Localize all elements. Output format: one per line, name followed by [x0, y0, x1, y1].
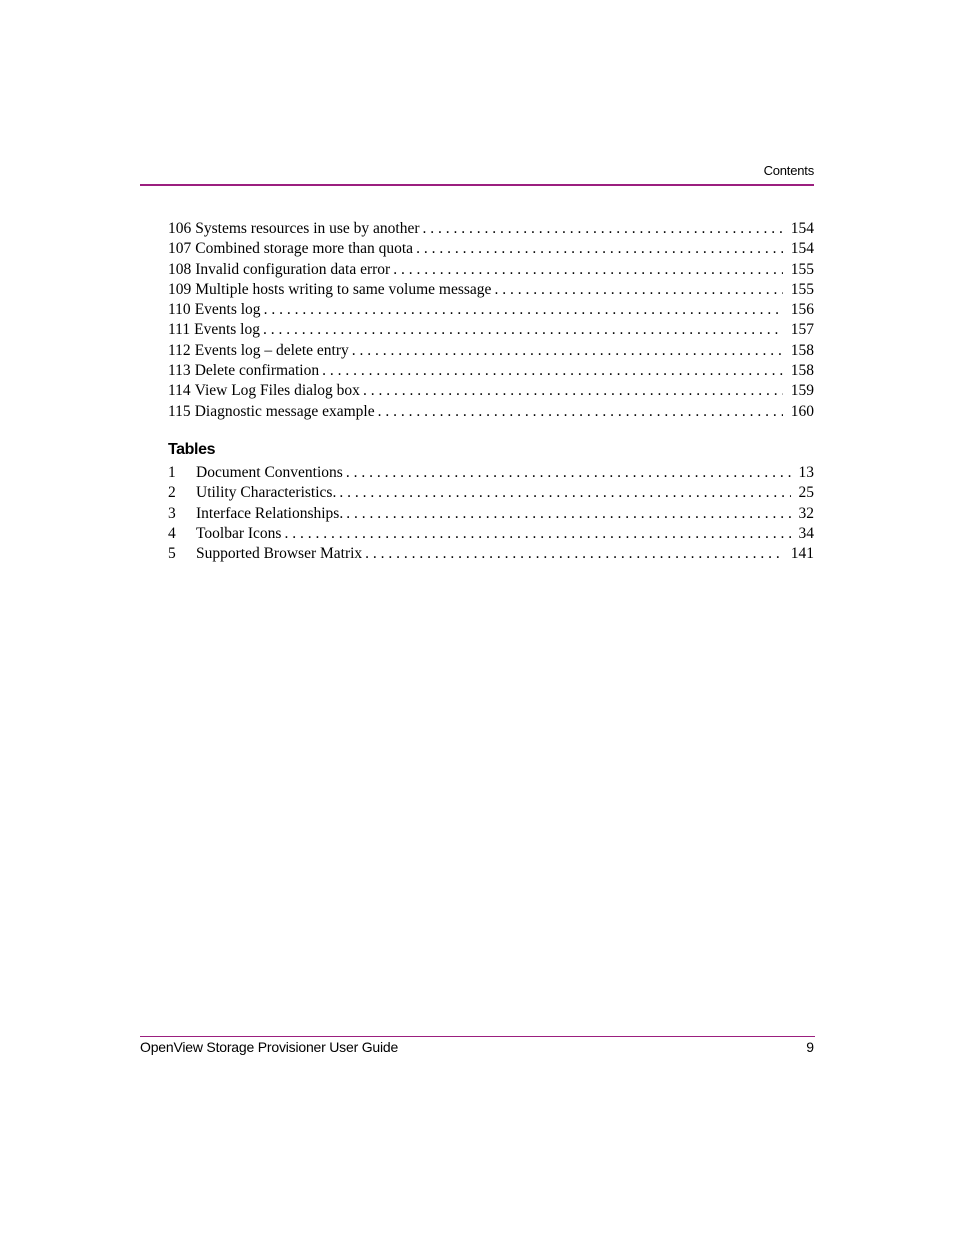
dot-leader [284, 524, 790, 544]
entry-page: 159 [790, 382, 814, 400]
header-section-label: Contents [763, 163, 814, 178]
footer-page-number: 9 [806, 1039, 814, 1055]
footer-document-title: OpenView Storage Provisioner User Guide [140, 1039, 399, 1055]
entry-title: Invalid configuration data error [195, 260, 391, 278]
entry-number: 110 [168, 301, 191, 319]
entry-page: 25 [798, 484, 814, 502]
dot-leader [416, 239, 783, 259]
entry-number: 109 [168, 280, 192, 298]
entry-title: Events log [194, 301, 261, 319]
entry-page: 154 [790, 240, 814, 258]
figures-list [168, 219, 814, 422]
entry-title: Events log [194, 321, 260, 339]
toc-entry-figure[interactable] [168, 300, 814, 320]
entry-title: Events log – delete entry [194, 341, 349, 359]
entry-page: 156 [790, 301, 814, 319]
tables-list [168, 463, 814, 564]
toc-entry-table[interactable] [168, 504, 814, 524]
entry-page: 158 [790, 341, 814, 359]
entry-page: 32 [798, 504, 814, 522]
entry-page: 141 [790, 545, 814, 563]
dot-leader [346, 463, 791, 483]
entry-number: 5 [168, 545, 176, 563]
toc-entry-figure[interactable] [168, 402, 814, 422]
dot-leader [423, 219, 783, 239]
dot-leader [339, 483, 790, 503]
entry-title: Document Conventions [196, 464, 343, 481]
toc-entry-figure[interactable] [168, 320, 814, 340]
dot-leader [494, 280, 782, 300]
dot-leader [393, 260, 783, 280]
entry-title: Interface Relationships. [196, 504, 344, 522]
toc-entry-table[interactable] [168, 524, 814, 544]
toc-entry-figure[interactable] [168, 280, 814, 300]
entry-title: View Log Files dialog box [194, 382, 360, 400]
entry-number: 106 [168, 220, 192, 237]
entry-page: 13 [798, 464, 814, 481]
toc-entry-figure[interactable] [168, 260, 814, 280]
entry-number: 114 [168, 382, 191, 400]
toc-entry-figure[interactable] [168, 239, 814, 259]
dot-leader [365, 544, 783, 564]
footer-divider [140, 1036, 815, 1037]
entry-number: 3 [168, 504, 176, 522]
entry-page: 155 [790, 280, 814, 298]
toc-entry-figure[interactable] [168, 219, 814, 239]
entry-title: Supported Browser Matrix [196, 545, 363, 563]
tables-heading: Tables [168, 441, 216, 458]
dot-leader [378, 402, 783, 422]
dot-leader [264, 300, 783, 320]
entry-page: 34 [798, 524, 814, 542]
toc-entry-table[interactable] [168, 544, 814, 564]
entry-number: 2 [168, 484, 176, 502]
entry-number: 4 [168, 524, 176, 542]
entry-number: 1 [168, 464, 176, 481]
entry-page: 160 [790, 402, 814, 420]
entry-title: Multiple hosts writing to same volume message [195, 280, 492, 298]
entry-page: 158 [790, 362, 814, 380]
dot-leader [346, 504, 790, 524]
entry-number: 115 [168, 402, 191, 420]
entry-title: Combined storage more than quota [195, 240, 414, 258]
dot-leader [263, 320, 783, 340]
dot-leader [352, 341, 783, 361]
toc-entry-figure[interactable] [168, 361, 814, 381]
toc-entry-figure[interactable] [168, 381, 814, 401]
toc-entry-table[interactable] [168, 463, 814, 483]
entry-number: 113 [168, 362, 191, 380]
dot-leader [322, 361, 783, 381]
entry-page: 157 [790, 321, 814, 339]
toc-entry-figure[interactable] [168, 341, 814, 361]
dot-leader [363, 381, 783, 401]
entry-number: 107 [168, 240, 192, 258]
header-divider [140, 184, 814, 186]
entry-title: Diagnostic message example [194, 402, 375, 420]
entry-title: Toolbar Icons [196, 524, 282, 542]
entry-title: Systems resources in use by another [195, 220, 420, 237]
entry-number: 112 [168, 341, 191, 359]
entry-page: 154 [790, 220, 814, 237]
entry-title: Utility Characteristics. [196, 484, 337, 502]
entry-page: 155 [790, 260, 814, 278]
toc-entry-table[interactable] [168, 483, 814, 503]
entry-title: Delete confirmation [194, 362, 320, 380]
entry-number: 111 [168, 321, 191, 339]
entry-number: 108 [168, 260, 192, 278]
